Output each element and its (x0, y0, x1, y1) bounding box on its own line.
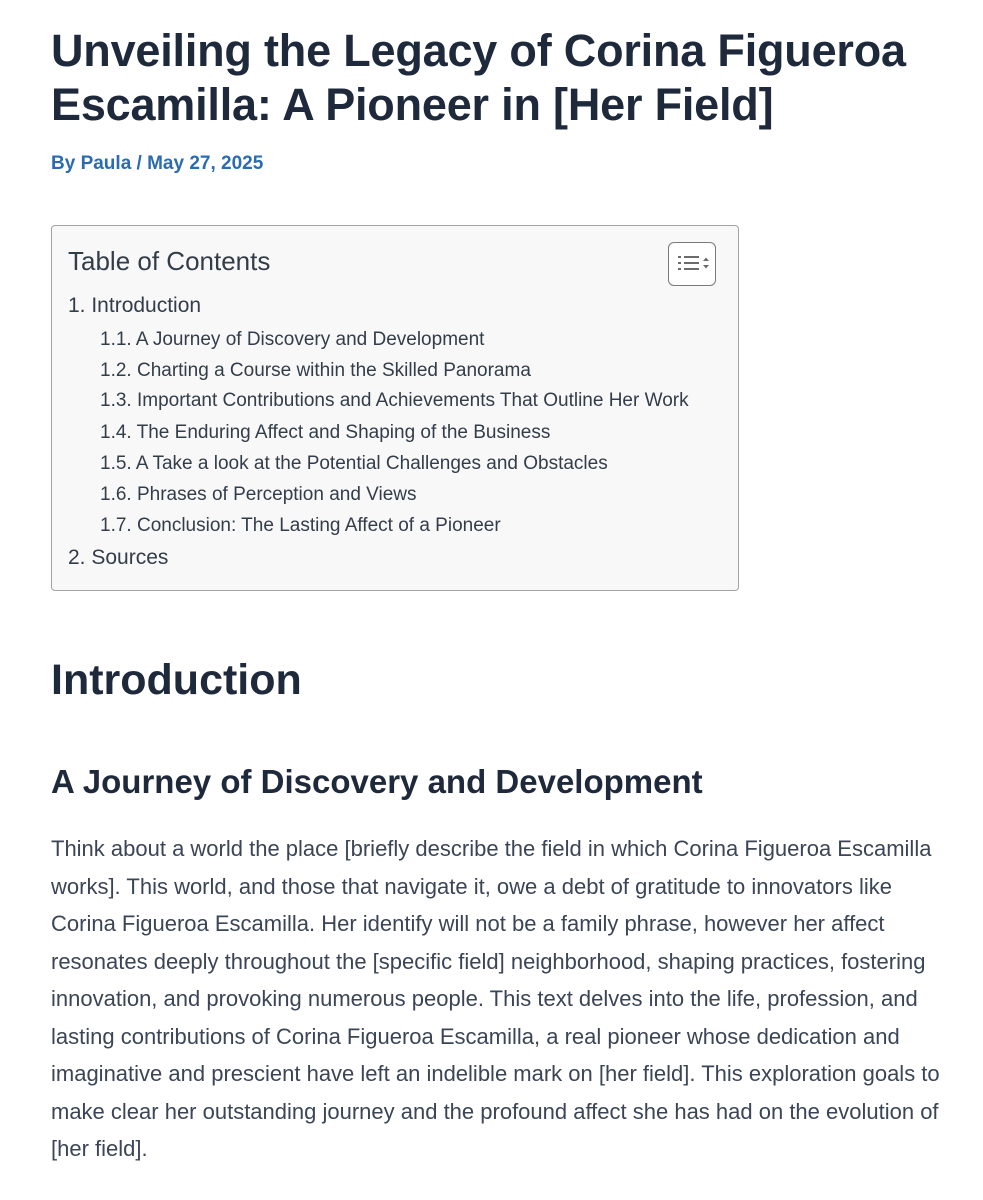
meta-separator: / (131, 153, 148, 174)
post-meta (51, 153, 263, 175)
author-link[interactable]: By Paula (51, 153, 132, 174)
toc-link-journey[interactable]: 1.1. A Journey of Discovery and Development (100, 329, 485, 350)
list-toggle-icon (677, 253, 709, 275)
post-title: Unveiling the Legacy of Corina Figueroa Escamilla: A Pioneer in [Her Field] (51, 25, 906, 130)
intro-paragraph: Think about a world the place [briefly describe the field in which Corina Figueroa Escamilla works]. This world, and those that navigate it, owe a debt of gratitude to innovators like Corina Figueroa Escamilla. Her identify will not be a family phrase, however her affect resonates deeply throughout the [specific field] neighborhood, shaping practices, fostering innovation, and provoking numerous people. This text delves into the life, profession, and lasting contributions of Corina Figueroa Escamilla, a real pioneer whose dedication and imaginative and prescient have left an indelible mark on [her field]. This exploration goals to make clear her outstanding journey and the profound affect she has had on the evolution of [her field]. (51, 836, 940, 1161)
toc-link-conclusion[interactable]: 1.7. Conclusion: The Lasting Affect of a Pioneer (100, 515, 501, 536)
toc-link-enduring-affect[interactable]: 1.4. The Enduring Affect and Shaping of the Business (100, 422, 551, 443)
toc-toggle-button[interactable] (668, 242, 716, 286)
toc-link-challenges[interactable]: 1.5. A Take a look at the Potential Challenges and Obstacles (100, 453, 608, 474)
toc-link-introduction[interactable]: 1. Introduction (68, 294, 202, 317)
date-link[interactable]: May 27, 2025 (147, 153, 264, 174)
section-heading-introduction: Introduction (51, 656, 302, 704)
table-of-contents (51, 225, 739, 591)
toc-link-sources[interactable]: 2. Sources (68, 546, 169, 569)
toc-title: Table of Contents (68, 246, 271, 276)
subsection-heading-journey: A Journey of Discovery and Development (51, 763, 703, 800)
toc-link-perception[interactable]: 1.6. Phrases of Perception and Views (100, 484, 417, 505)
toc-link-charting[interactable]: 1.2. Charting a Course within the Skilled Panorama (100, 360, 531, 381)
toc-link-contributions[interactable]: 1.3. Important Contributions and Achievements That Outline Her Work (100, 390, 689, 411)
